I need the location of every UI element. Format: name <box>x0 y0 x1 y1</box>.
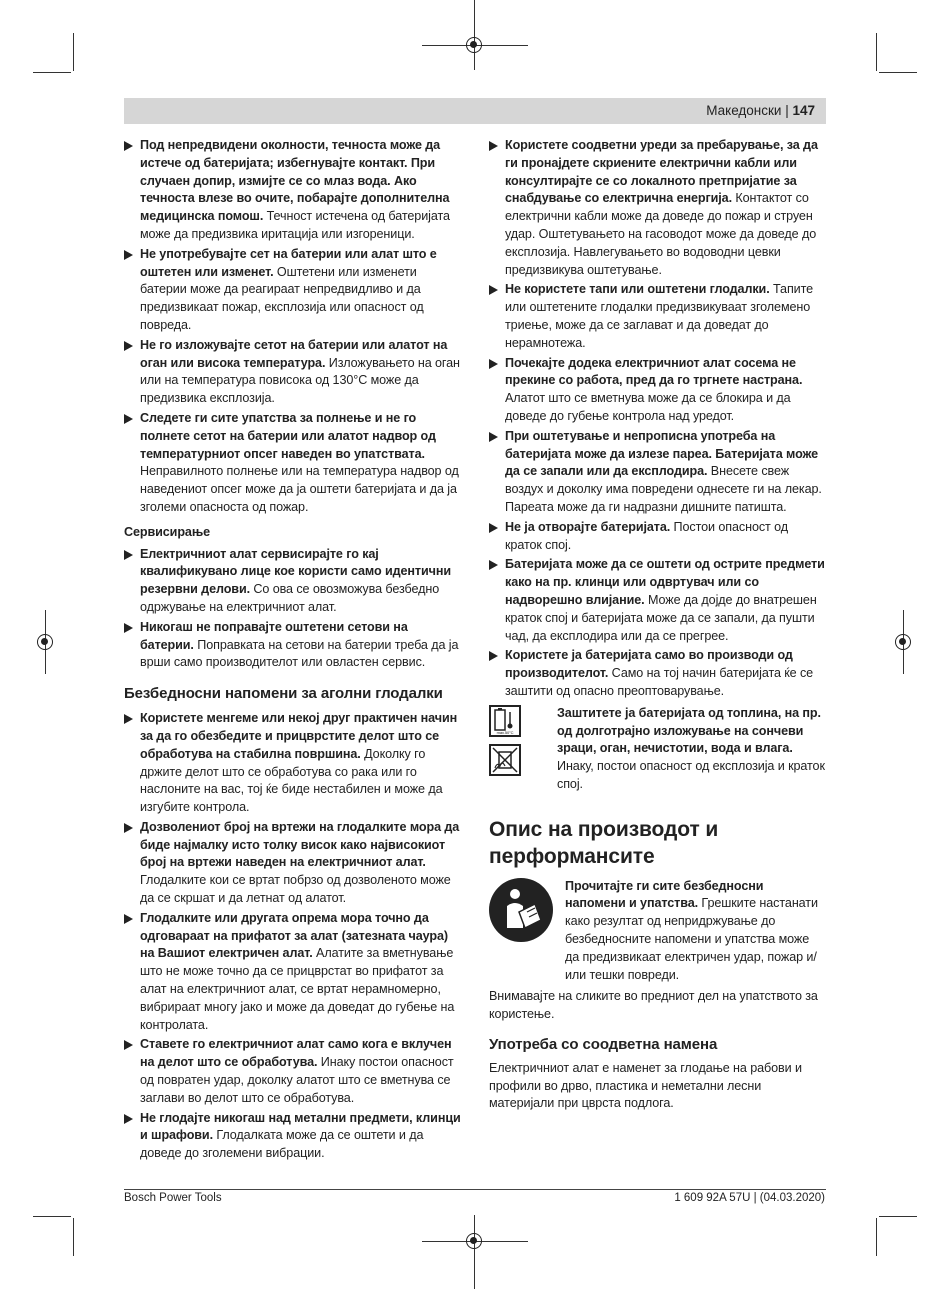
left-column <box>124 137 464 1165</box>
bullet-triangle-icon <box>124 1040 133 1050</box>
bullet-bold-text: Под непредвидени околности, течноста може да истече од батеријата; избегнувајте контакт. При случаен допир, измијте се со млаз вода. Ако течноста влезе во очите, побарајте дополнителна медицинска помош. <box>140 138 450 224</box>
bullet-bold-text: Не глодајте никогаш над метални предмети, клинци и шрафови. <box>140 1110 461 1143</box>
page-number: 147 <box>792 103 815 118</box>
footer-publisher: Bosch Power Tools <box>124 1192 222 1204</box>
bullet-text: Течност истечена од батеријата може да предизвика иритација или изгореници. <box>140 209 450 241</box>
bullet-triangle-icon <box>124 623 133 633</box>
crop-mark <box>876 33 877 71</box>
bullet-triangle-icon <box>489 432 498 442</box>
bullet-text: Постои опасност од краток спој. <box>505 519 788 552</box>
bullet-bold-text: Не го изложувајте сетот на батерии или алатот на оган или висока температура. <box>140 337 448 370</box>
bullet-text: Инаку постои опасност од повратен удар, доколку алатот што се вметнува се заглави во делот што се обработува. <box>140 1055 454 1105</box>
registration-mark-icon <box>466 1233 482 1249</box>
bullet-triangle-icon <box>124 341 133 351</box>
read-manual-icon <box>489 878 553 942</box>
bullet-item <box>489 137 826 279</box>
bullet-bold-text: Не користете тапи или оштетени глодалки. <box>505 282 770 297</box>
bullet-text: Контактот со електрични кабли може да доведе до пожар и струен удар. Оштетувањето на гасоводот може да доведе до експлозија. Навлегувањето во водоводни цевки предизвикува оштетување. <box>505 191 817 277</box>
attention-note: Внимавајте на сликите во предниот дел на упатството за користење. <box>489 989 818 1022</box>
read-bold: Прочитајте ги сите безбедносни напомени и упатства. <box>565 878 764 911</box>
bullet-bold-text: При оштетување и непрописна употреба на батеријата може да излезе пареа. Батеријата може да се запали или да експлодира. <box>505 428 819 479</box>
warning-bold: Заштитете ја батеријата од топлина, на пр. од долготрајно изложување на сончеви зраци, оган, нечистотии, вода и влага. <box>557 705 821 756</box>
crop-mark <box>474 0 475 70</box>
footer-line <box>124 1189 826 1190</box>
bullet-item <box>489 647 826 700</box>
bullet-triangle-icon <box>489 359 498 369</box>
bullet-item <box>124 910 464 1035</box>
bullet-triangle-icon <box>124 1114 133 1124</box>
bullet-triangle-icon <box>124 823 133 833</box>
bullet-triangle-icon <box>489 523 498 533</box>
bullet-item <box>124 1110 464 1163</box>
bullet-bold-text: Следете ги сите упатства за полнење и не го полнете сетот на батерии или алатот надвор од температурниот опсег наведен во упатствата. <box>140 410 436 461</box>
bullet-text: Со ова се овозможува безбедно одржување на електричниот алат. <box>140 582 440 614</box>
crop-mark <box>73 1218 74 1256</box>
bullet-triangle-icon <box>124 914 133 924</box>
crop-mark <box>33 1216 71 1217</box>
bullet-item <box>124 619 464 672</box>
registration-mark-icon <box>466 37 482 53</box>
bullet-item <box>124 246 464 335</box>
bullet-bold-text: Користете соодветни уреди за пребарување, за да ги пронајдете скриените електрични кабли или консултирајте се со локалното претпријатие за снабдување со електрична енергија. <box>505 138 818 206</box>
bullet-item <box>124 137 464 244</box>
bullet-triangle-icon <box>489 141 498 151</box>
bullet-text: Изложувањето на оган или на температура повисока од 130°C може да предизвика експлозија. <box>140 355 460 406</box>
bullet-bold-text: Никогаш не поправајте оштетени сетови на батерии. <box>140 619 408 652</box>
bullet-item <box>124 710 464 817</box>
bullet-text: Неправилното полнење или на температура надвор од наведениот опсег може да ја оштети батеријата и да ја зголеми опасноста од пожар. <box>140 464 459 514</box>
registration-mark-icon <box>895 634 911 650</box>
bullet-bold-text: Дозволениот број на вртежи на глодалките мора да биде најмалку исто толку висок како највисокиот број на вртежи наведен на електричниот алат. <box>140 819 460 870</box>
bullet-text: Може да дојде до внатрешен краток спој и батеријата може да се запали, да пушти чад, да експлодира или да се прегрее. <box>505 592 817 643</box>
bullet-bold-text: Користете менгеме или некој друг практичен начин за да го обезбедите и прицврстите делот што се обработува на стабилна површина. <box>140 711 458 761</box>
warning-text: Инаку, постои опасност од експлозија и краток спој. <box>557 759 825 791</box>
bullet-item <box>489 556 826 645</box>
use-text: Електричниот алат е наменет за глодање на рабови и профили во дрво, пластика и неметални лесни материјали при цврста подлога. <box>489 1060 802 1111</box>
use-heading: Употреба со соодветна намена <box>489 1036 718 1054</box>
bullet-item <box>124 410 464 517</box>
bullet-text: Глодалките кои се вртат побрзо од дозволеното може да се скршат и да летнат од алатот. <box>140 873 451 906</box>
bullet-text: Поправката на сетови на батерии треба да ја врши само производителот или овластен сервис. <box>140 637 459 670</box>
service-heading: Сервисирање <box>124 524 211 539</box>
bullet-item <box>124 819 464 908</box>
product-title: Опис на производот и перформансите <box>489 817 719 868</box>
bullet-item <box>489 519 826 555</box>
bullet-triangle-icon <box>124 141 133 151</box>
read-instructions <box>489 878 826 985</box>
crop-mark <box>879 72 917 73</box>
max-temp-label: max.50°C <box>496 729 514 735</box>
bullet-text: Глодалката може да се оштети и да доведе до зголемени вибрации. <box>140 1128 424 1161</box>
bullet-item <box>489 281 826 352</box>
bullet-bold-text: Електричниот алат сервисирајте го кај квалификувано лице кое користи само идентични резервни делови. <box>140 546 451 597</box>
crop-mark <box>33 72 71 73</box>
bullet-triangle-icon <box>489 651 498 661</box>
bullet-text: Тапите или оштетените глодалки предизвикуваат зголемено триење, може да се заглават и да доведат до нерамнотежа. <box>505 282 814 350</box>
bullet-triangle-icon <box>124 550 133 560</box>
bullet-text: Оштетени или изменети батерии може да реагираат непредвидливо и да предизвикаат пожар, експлозија или опасност од повреда. <box>140 264 424 332</box>
bullet-text: Само на тој начин батеријата ќе се заштити од опасно преоптоварување. <box>505 666 814 698</box>
section-heading: Безбедносни напомени за аголни глодалки <box>124 685 443 703</box>
bullet-triangle-icon <box>124 714 133 724</box>
bullet-text: Внесете свеж воздух и доколку има повредени однесете ги на лекар. Пареата може да ги надразни дишните патишта. <box>505 464 822 514</box>
bullet-item <box>489 355 826 426</box>
bullet-bold-text: Не употребувајте сет на батерии или алат што е оштетен или изменет. <box>140 246 437 279</box>
bullet-bold-text: Почекајте додека електричниот алат сосема не прекине со работа, пред да го тргнете настрана. <box>505 355 803 388</box>
bullet-bold-text: Користете ја батеријата само во производи од производителот. <box>505 648 793 681</box>
bullet-bold-text: Глодалките или другата опрема мора точно да одговараат на прифатот за алат (затезната чаура) на Вашиот електричен алат. <box>140 910 448 961</box>
crop-mark <box>73 33 74 71</box>
battery-warning <box>489 705 826 794</box>
bullet-item <box>124 1036 464 1107</box>
right-column <box>489 137 826 1115</box>
read-text: Грешките настанати како резултат од непридржување до безбедносните напомени и упатства може да предизвикаат електричен удар, пожар и/или тешки повреди. <box>565 896 818 982</box>
bullet-triangle-icon <box>124 250 133 260</box>
bullet-text: Алатот што се вметнува може да се блокира и да доведе до губење контрола над уредот. <box>505 391 791 423</box>
bullet-bold-text: Ставете го електричниот алат само кога е вклучен на делот што се обработува. <box>140 1037 452 1070</box>
crop-mark <box>474 1215 475 1289</box>
bullet-text: Алатите за вметнување што не може точно да се прицврстат во прифатот за алат на електричниот алат, се вртат нерамномерно, вибрираат многу јако и може да доведат до губење на контролата. <box>140 946 455 1032</box>
bullet-bold-text: Батеријата може да се оштети од острите предмети како на пр. клинци или одвртувач или со надворешно влијание. <box>505 557 825 607</box>
footer-doc-number: 1 609 92A 57U | (04.03.2020) <box>674 1192 825 1204</box>
bullet-bold-text: Не ја отворајте батеријата. <box>505 519 671 534</box>
registration-mark-icon <box>37 634 53 650</box>
bullet-triangle-icon <box>489 285 498 295</box>
page-header: Македонски | 147 <box>706 103 815 118</box>
bullet-text: Доколку го држите делот што се обработува со рака или го наслоните на вас, тој ќе биде нестабилен и може да изгубите контрола. <box>140 746 443 815</box>
bullet-item <box>124 546 464 617</box>
bullet-triangle-icon <box>124 414 133 424</box>
bullet-item <box>124 337 464 408</box>
battery-no-heat-icon <box>489 744 521 776</box>
bullet-item <box>489 428 826 517</box>
battery-temperature-icon <box>489 705 521 737</box>
crop-mark <box>879 1216 917 1217</box>
crop-mark <box>876 1218 877 1256</box>
header-language: Македонски <box>706 103 782 118</box>
bullet-triangle-icon <box>489 560 498 570</box>
